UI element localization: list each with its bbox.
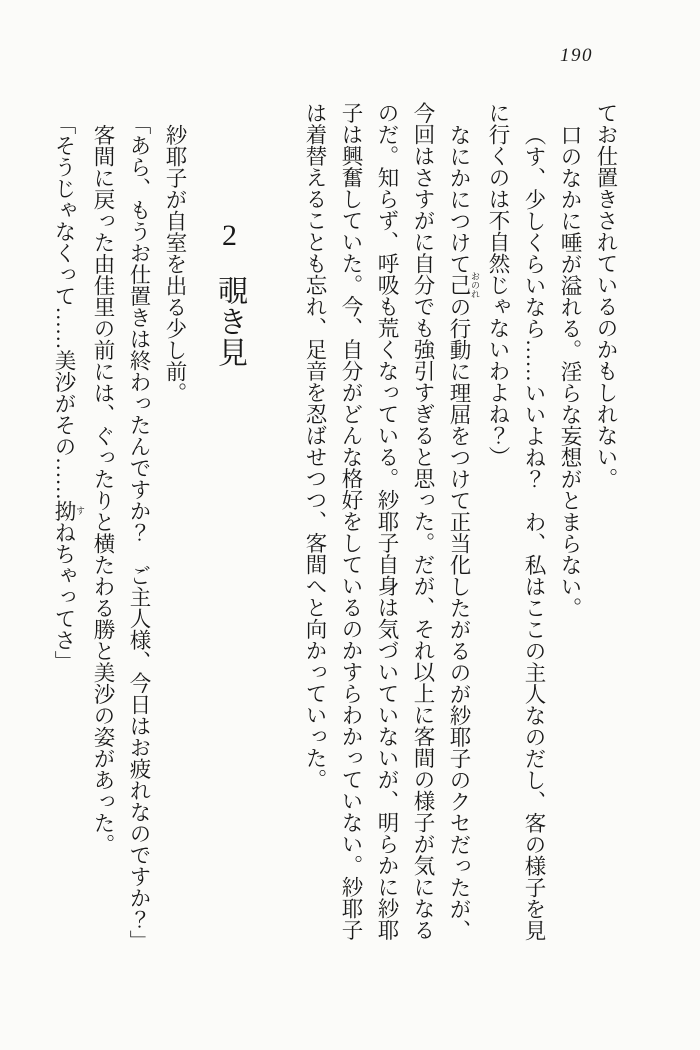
paragraph-narration [297, 102, 480, 960]
chapter-heading [207, 102, 251, 960]
paragraph-inner-monologue: （す、少しくらいなら……いいよね？ わ、私はここの主人なのだし、客の様子を見に行くのは不自然じゃないわよね？） [486, 102, 546, 941]
paragraph-narration: 紗耶子が自室を出る少し前。 [163, 123, 187, 403]
ruby-annotation [52, 499, 85, 522]
furigana: す [75, 499, 85, 522]
paragraph-text: なにかにつけて [447, 123, 471, 274]
chapter-title: 覗き見 [213, 275, 246, 368]
paragraph-text: の行動に理屈をつけて正当化したがるのが紗耶子のクセだったが、今回はさすがに自分でも強引すぎると思った。だが、それ以上に客間の様子が気になるのだ。知らず、呼吸も荒くなっている。紗耶子自身は気づいていないが、明らかに紗耶子は興奮していた。今、自分がどんな格好をしているのかすらわかっていない。紗耶子は着替えることも忘れ、足音を忍ばせつつ、客間へと向かっていった。 [303, 102, 471, 941]
chapter-number: 2 [213, 219, 246, 253]
paragraph-narration: 口のなかに唾が溢れる。淫らな妄想がとまらない。 [558, 123, 582, 618]
ruby-annotation [447, 271, 480, 299]
paragraph-dialogue: 「あら、もうお仕置きは終わったんですか？ ご主人様、今日はお疲れなのですか？」 [127, 112, 151, 952]
ruby-base: 拗 [52, 499, 76, 522]
paragraph-continuation: てお仕置きされているのかもしれない。 [594, 102, 618, 489]
paragraph-narration: 客間に戻った由佳里の前には、ぐったりと横たわる勝と美沙の姿があった。 [91, 123, 115, 855]
text-body [46, 102, 624, 960]
paragraph-text: 「そうじゃなくって……美沙がその…… [52, 112, 76, 500]
furigana: おのれ [470, 271, 480, 299]
paragraph-dialogue [46, 102, 85, 960]
page-number: 190 [560, 45, 593, 66]
ruby-base: 己 [447, 271, 471, 299]
paragraph-text: ねちゃってさ」 [52, 521, 76, 672]
